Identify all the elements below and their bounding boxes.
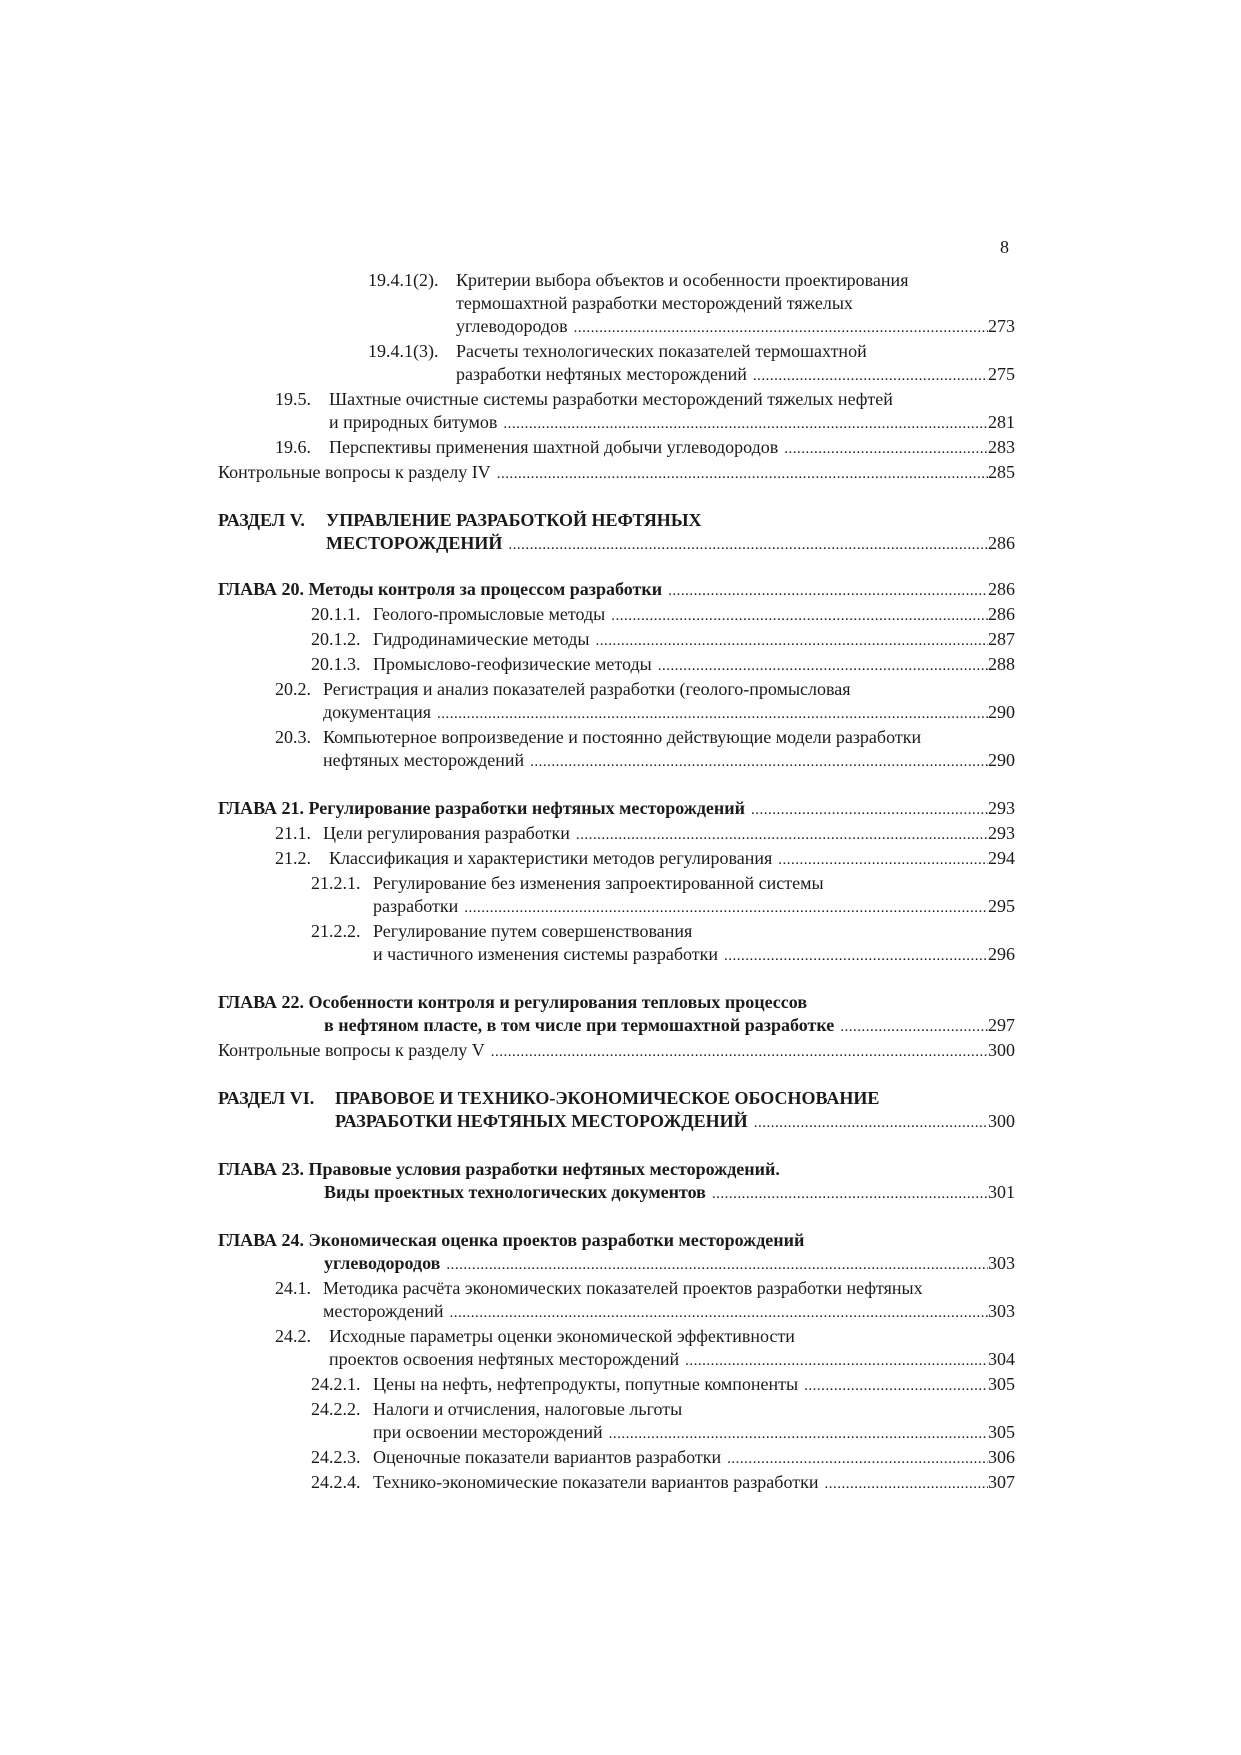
entry-title-cont: нефтяных месторождений xyxy=(323,750,525,770)
page-ref: 290 xyxy=(988,702,1015,722)
chapter-title: ГЛАВА 23. Правовые условия разработки нефтяных месторождений. xyxy=(218,1159,780,1179)
dot-leader xyxy=(440,1254,988,1277)
entry-title: Промыслово-геофизические методы xyxy=(373,654,652,674)
page-ref: 300 xyxy=(988,1040,1015,1060)
entry-title: Компьютерное вопроизведение и постоянно действующие модели разработки xyxy=(323,727,922,747)
page-ref: 286 xyxy=(988,533,1015,553)
entry-title: Шахтные очистные системы разработки месторождений тяжелых нефтей xyxy=(329,389,893,409)
toc-entry[interactable] xyxy=(218,1373,1015,1398)
dot-leader xyxy=(590,630,988,653)
page-ref: 303 xyxy=(988,1301,1015,1321)
dot-leader xyxy=(798,1375,988,1398)
dot-leader xyxy=(748,1112,988,1135)
entry-number: 24.2.1. xyxy=(311,1374,361,1394)
entry-title: Критерии выбора объектов и особенности проектирования xyxy=(456,270,909,290)
entry-number: 21.2. xyxy=(275,848,311,868)
toc-chapter[interactable] xyxy=(218,1158,1015,1206)
page-ref: 288 xyxy=(988,654,1015,674)
chapter-title-cont: Виды проектных технологических документов xyxy=(324,1182,706,1202)
entry-title-cont: при освоении месторождений xyxy=(373,1422,603,1442)
entry-title: Методика расчёта экономических показателей проектов разработки нефтяных xyxy=(323,1278,923,1298)
toc-entry[interactable] xyxy=(218,920,1015,968)
entry-number: 24.2.3. xyxy=(311,1447,361,1467)
entry-title-cont: термошахтной разработки месторождений тяжелых xyxy=(456,293,853,313)
entry-title: Оценочные показатели вариантов разработки xyxy=(373,1447,722,1467)
chapter-title: ГЛАВА 21. Регулирование разработки нефтяных месторождений xyxy=(218,798,746,818)
page-ref: 307 xyxy=(988,1472,1015,1492)
page-ref: 301 xyxy=(988,1182,1015,1202)
toc-entry[interactable] xyxy=(218,603,1015,628)
toc-chapter[interactable] xyxy=(218,991,1015,1039)
chapter-title-cont: в нефтяном пласте, в том числе при термошахтной разработке xyxy=(324,1015,835,1035)
entry-title: Расчеты технологических показателей термошахтной xyxy=(456,341,867,361)
toc-entry[interactable] xyxy=(218,1325,1015,1373)
entry-title-cont: проектов освоения нефтяных месторождений xyxy=(329,1349,680,1369)
section-title: УПРАВЛЕНИЕ РАЗРАБОТКОЙ НЕФТЯНЫХ xyxy=(326,510,702,530)
section-number: РАЗДЕЛ V. xyxy=(218,510,305,530)
toc-entry[interactable] xyxy=(218,436,1015,461)
dot-leader xyxy=(778,438,988,461)
chapter-title-cont: углеводородов xyxy=(324,1253,441,1273)
section-title-cont: МЕСТОРОЖДЕНИЙ xyxy=(326,533,503,553)
dot-leader xyxy=(721,1448,988,1471)
chapter-title: ГЛАВА 20. Методы контроля за процессом разработки xyxy=(218,579,663,599)
page-ref: 286 xyxy=(988,579,1015,599)
page-number: 8 xyxy=(1000,237,1009,257)
table-of-contents xyxy=(218,269,1015,1496)
toc-entry[interactable] xyxy=(218,726,1015,774)
page-ref: 295 xyxy=(988,896,1015,916)
entry-number: 21.2.2. xyxy=(311,921,361,941)
dot-leader xyxy=(652,655,988,678)
entry-title: Классификация и характеристики методов регулирования xyxy=(329,848,773,868)
dot-leader xyxy=(524,751,988,774)
entry-number: 24.1. xyxy=(275,1278,311,1298)
page-ref: 296 xyxy=(988,944,1015,964)
toc-entry[interactable] xyxy=(218,1471,1015,1496)
section-title: ПРАВОВОЕ И ТЕХНИКО-ЭКОНОМИЧЕСКОЕ ОБОСНОВАНИЕ xyxy=(335,1088,880,1108)
toc-entry[interactable] xyxy=(218,653,1015,678)
page-ref: 286 xyxy=(988,604,1015,624)
entry-number: 19.4.1(2). xyxy=(368,270,439,290)
entry-number: 20.3. xyxy=(275,727,311,747)
entry-title: Перспективы применения шахтной добычи углеводородов xyxy=(329,437,779,457)
dot-leader xyxy=(718,945,988,968)
dot-leader xyxy=(443,1302,988,1325)
page-ref: 273 xyxy=(988,316,1015,336)
page-ref: 283 xyxy=(988,437,1015,457)
toc-entry[interactable] xyxy=(218,388,1015,436)
toc-entry[interactable] xyxy=(218,847,1015,872)
entry-title: Цели регулирования разработки xyxy=(323,823,570,843)
dot-leader xyxy=(603,1423,988,1446)
toc-chapter[interactable] xyxy=(218,1229,1015,1277)
dot-leader xyxy=(491,463,988,486)
section-title-cont: РАЗРАБОТКИ НЕФТЯНЫХ МЕСТОРОЖДЕНИЙ xyxy=(335,1111,748,1131)
page-ref: 294 xyxy=(988,848,1015,868)
dot-leader xyxy=(818,1473,988,1496)
page-ref: 303 xyxy=(988,1253,1015,1273)
dot-leader xyxy=(605,605,988,628)
entry-number: 24.2. xyxy=(275,1326,311,1346)
page-ref: 304 xyxy=(988,1349,1015,1369)
entry-title-cont: и частичного изменения системы разработки xyxy=(373,944,719,964)
entry-title: Гидродинамические методы xyxy=(373,629,590,649)
dot-leader xyxy=(706,1183,988,1206)
chapter-title: ГЛАВА 22. Особенности контроля и регулирования тепловых процессов xyxy=(218,992,808,1012)
entry-number: 19.4.1(3). xyxy=(368,341,439,361)
dot-leader xyxy=(834,1016,988,1039)
dot-leader xyxy=(679,1350,988,1373)
page-ref: 300 xyxy=(988,1111,1015,1131)
entry-number: 21.2.1. xyxy=(311,873,361,893)
toc-chapter[interactable] xyxy=(218,578,1015,603)
entry-number: 20.1.3. xyxy=(311,654,361,674)
entry-title: Регистрация и анализ показателей разработки (геолого-промысловая xyxy=(323,679,851,699)
entry-title: Цены на нефть, нефтепродукты, попутные компоненты xyxy=(373,1374,799,1394)
entry-number: 19.6. xyxy=(275,437,311,457)
dot-leader xyxy=(662,580,988,603)
dot-leader xyxy=(772,849,988,872)
entry-title: Налоги и отчисления, налоговые льготы xyxy=(373,1399,683,1419)
page-ref: 293 xyxy=(988,798,1015,818)
entry-title: Регулирование путем совершенствования xyxy=(373,921,693,941)
entry-title: Исходные параметры оценки экономической эффективности xyxy=(329,1326,795,1346)
entry-title-cont: месторождений xyxy=(323,1301,444,1321)
toc-chapter[interactable] xyxy=(218,797,1015,822)
dot-leader xyxy=(458,897,988,920)
entry-title-cont: разработки нефтяных месторождений xyxy=(456,364,747,384)
entry-title-cont: разработки xyxy=(373,896,459,916)
toc-entry[interactable] xyxy=(218,1039,1015,1064)
page-ref: 290 xyxy=(988,750,1015,770)
toc-section[interactable] xyxy=(218,509,1015,557)
dot-leader xyxy=(568,317,988,340)
dot-leader xyxy=(570,824,988,847)
page-ref: 281 xyxy=(988,412,1015,432)
chapter-title: ГЛАВА 24. Экономическая оценка проектов разработки месторождений xyxy=(218,1230,805,1250)
entry-number: 20.1.2. xyxy=(311,629,361,649)
page-ref: 275 xyxy=(988,364,1015,384)
entry-title: Геолого-промысловые методы xyxy=(373,604,606,624)
toc-entry[interactable] xyxy=(218,1277,1015,1325)
entry-number: 20.2. xyxy=(275,679,311,699)
section-number: РАЗДЕЛ VI. xyxy=(218,1088,315,1108)
toc-entry[interactable] xyxy=(218,340,1015,388)
toc-entry[interactable] xyxy=(218,628,1015,653)
entry-title: Контрольные вопросы к разделу IV xyxy=(218,462,491,482)
entry-number: 21.1. xyxy=(275,823,311,843)
page-ref: 306 xyxy=(988,1447,1015,1467)
page-ref: 293 xyxy=(988,823,1015,843)
dot-leader xyxy=(502,534,988,557)
page-ref: 287 xyxy=(988,629,1015,649)
entry-number: 19.5. xyxy=(275,389,311,409)
page-ref: 285 xyxy=(988,462,1015,482)
toc-entry[interactable] xyxy=(218,872,1015,920)
dot-leader xyxy=(431,703,988,726)
toc-entry[interactable] xyxy=(218,1446,1015,1471)
entry-title: Технико-экономические показатели вариантов разработки xyxy=(373,1472,819,1492)
entry-title-cont: и природных битумов xyxy=(329,412,498,432)
toc-section[interactable] xyxy=(218,1087,1015,1135)
entry-number: 24.2.4. xyxy=(311,1472,361,1492)
entry-title: Контрольные вопросы к разделу V xyxy=(218,1040,485,1060)
page-ref: 305 xyxy=(988,1422,1015,1442)
page-ref: 297 xyxy=(988,1015,1015,1035)
entry-number: 20.1.1. xyxy=(311,604,361,624)
dot-leader xyxy=(485,1041,988,1064)
entry-title-cont: документация xyxy=(323,702,432,722)
page-ref: 305 xyxy=(988,1374,1015,1394)
dot-leader xyxy=(497,413,988,436)
toc-entry[interactable] xyxy=(218,822,1015,847)
entry-number: 24.2.2. xyxy=(311,1399,361,1419)
entry-title-cont: углеводородов xyxy=(456,316,568,336)
dot-leader xyxy=(745,799,988,822)
entry-title: Регулирование без изменения запроектированной системы xyxy=(373,873,824,893)
toc-entry[interactable] xyxy=(218,1398,1015,1446)
toc-entry[interactable] xyxy=(218,461,1015,486)
toc-entry[interactable] xyxy=(218,678,1015,726)
toc-entry[interactable] xyxy=(218,269,1015,340)
dot-leader xyxy=(747,365,988,388)
